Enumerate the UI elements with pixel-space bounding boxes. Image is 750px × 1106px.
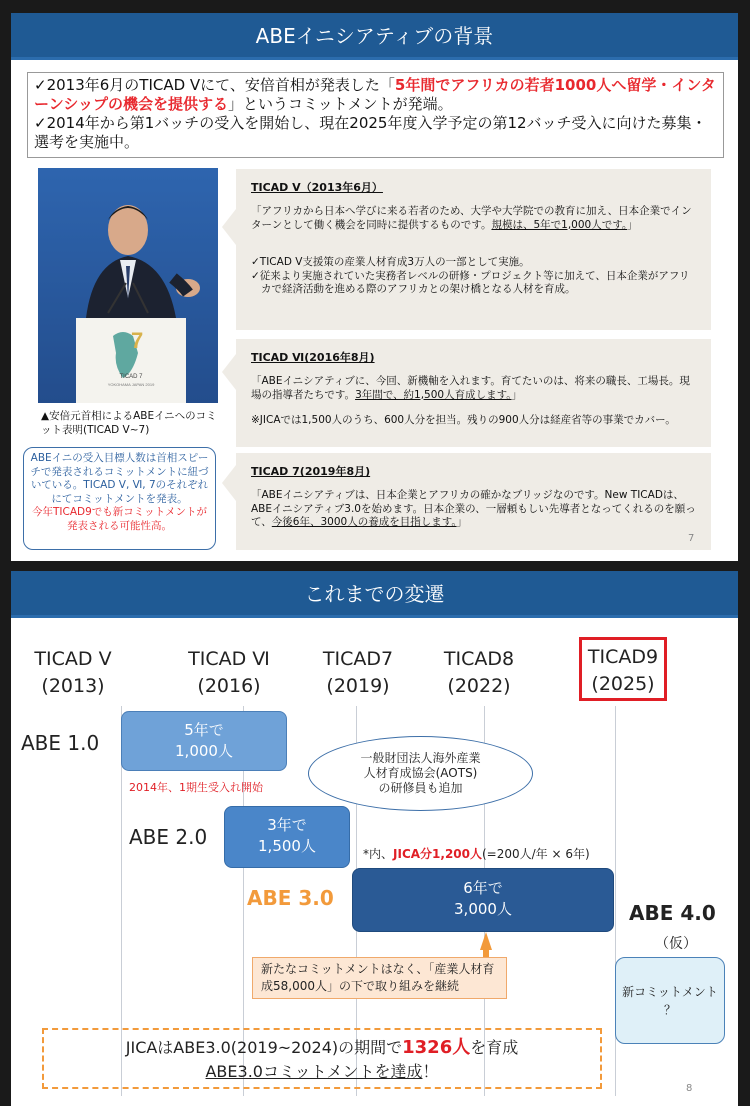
abe4-label: ABE 4.0 — [629, 901, 716, 925]
intro-text: 」というコミットメントが発端。 — [228, 95, 453, 113]
jica-note-suffix: (=200人/年 × 6年) — [482, 847, 590, 861]
ticad-year: (2013) — [41, 675, 105, 697]
slide-title-bar — [11, 13, 738, 60]
quote-text — [251, 489, 696, 530]
quote-heading: TICAD 7(2019年8月) — [251, 465, 371, 478]
target-note-highlight: 今年TICAD9でも新コミットメントが発表される可能性高。 — [32, 506, 207, 532]
podium-logo-text: TICAD 7 — [119, 374, 143, 380]
quote-bullet: ※JICAでは1,500人のうち、600人分を担当。残りの900人分は経産省等の事業でカバー。 — [251, 414, 676, 426]
intro-line-1 — [34, 76, 717, 114]
new-commit-line: 新コミットメント — [622, 985, 718, 999]
target-note-text: ABEイニの受入目標人数は首相スピーチで発表されるコミットメントに紐づいている。TICAD Ⅴ, Ⅵ, 7のそれぞれにてコミットメントを発表。 — [30, 452, 209, 505]
box-line: 5年で — [184, 721, 224, 739]
quote-underline: 3年間で、約1,500人育成します。 — [355, 388, 512, 401]
box-line: 6年で — [463, 879, 503, 897]
achievement-text: を育成 — [470, 1038, 519, 1057]
slide-title-bar — [11, 571, 738, 618]
achievement-count: 1326人 — [402, 1037, 471, 1058]
speech-photo — [38, 168, 218, 403]
jica-note-highlight: JICA分1,200人 — [393, 847, 482, 861]
photo-caption: ▲安倍元首相によるABEイニへのコミット表明(TICAD Ⅴ~7) — [41, 410, 217, 436]
achievement-box — [42, 1028, 602, 1089]
speaker-photo-illustration — [38, 168, 218, 403]
intro-highlight: 5年間でアフリカの若者1000人へ留学・インターンシップの機会を提供する — [34, 76, 716, 113]
quote-end: 」 — [627, 218, 638, 231]
abe4-sublabel: （仮） — [655, 936, 697, 952]
ticad-year: (2016) — [197, 675, 261, 697]
abe2-label: ABE 2.0 — [129, 825, 208, 849]
ticad-year: (2022) — [447, 675, 511, 697]
intro-box — [27, 72, 724, 158]
abe1-label: ABE 1.0 — [21, 731, 100, 755]
quote-box-ticad5 — [236, 169, 711, 330]
quote-bullet: ✓TICAD Ⅴ支援策の産業人材育成3万人の一部として実施。 — [251, 256, 530, 268]
quote-text — [251, 205, 696, 232]
jica-note-prefix: *内、 — [363, 847, 394, 861]
ticad8-label — [429, 646, 529, 700]
continuation-note: 新たなコミットメントはなく、「産業人材育成58,000人」の下で取り組みを継続 — [252, 957, 507, 999]
achievement-line-1 — [44, 1036, 600, 1060]
slide-title: ABEイニシアティブの背景 — [255, 24, 494, 48]
ticad9-label — [579, 637, 667, 701]
podium-logo-subtext: YOKOHAMA JAPAN 2019 — [107, 382, 155, 387]
ticad-year: (2025) — [591, 673, 655, 695]
ticad7-label — [308, 646, 408, 700]
page-number: 7 — [688, 533, 695, 544]
ticad-name: TICAD8 — [443, 648, 515, 670]
quote-text — [251, 375, 696, 402]
slide-background — [11, 13, 738, 561]
ticad-name: TICAD7 — [322, 648, 394, 670]
abe2-box — [224, 806, 350, 868]
ticad5-label — [23, 646, 123, 700]
quote-box-ticad7 — [236, 453, 711, 550]
intro-line-2: ✓2014年から第1バッチの受入を開始し、現在2025年度入学予定の第12バッチ受入に向けた募集・選考を実施中。 — [34, 114, 707, 151]
slide-title: これまでの変遷 — [304, 582, 445, 606]
quote-underline: 規模は、5年で1,000人です。 — [491, 218, 628, 231]
arrow-stem — [483, 947, 489, 957]
callout-line: 一般財団法人海外産業 — [360, 751, 481, 765]
box-line: 1,500人 — [258, 837, 316, 855]
achievement-text: JICAはABE3.0(2019~2024)の期間で — [125, 1038, 403, 1057]
quote-body: 「アフリカから日本へ学びに来る若者のため、大学や大学院での教育に加え、日本企業でインターンとして働く機会を同時に提供するものです。 — [251, 205, 692, 231]
quote-end: 」 — [456, 516, 468, 528]
abe1-start-note: 2014年、1期生受入れ開始 — [129, 781, 263, 794]
callout-line: 人材育成協会(AOTS) — [363, 766, 478, 780]
box-line: 3,000人 — [454, 900, 512, 918]
abe1-box — [121, 711, 287, 771]
svg-text:7: 7 — [131, 328, 144, 353]
quote-box-ticad6 — [236, 339, 711, 447]
ticad-name: TICAD9 — [587, 646, 659, 668]
page-number: 8 — [686, 1083, 693, 1094]
jica-note — [363, 845, 590, 862]
ticad-name: TICAD Ⅵ — [188, 648, 270, 670]
quote-heading: TICAD Ⅴ（2013年6月） — [251, 181, 383, 194]
title-underline — [11, 615, 738, 618]
abe3-box — [352, 868, 614, 932]
achievement-end: ！ — [422, 1062, 439, 1081]
quote-underline: 今後6年、3000人の養成を目指します。 — [271, 516, 457, 528]
slide-background — [11, 571, 738, 1106]
abe3-label: ABE 3.0 — [247, 886, 334, 910]
aots-callout — [308, 736, 533, 811]
ticad-name: TICAD Ⅴ — [34, 648, 112, 670]
new-commitment-box — [615, 957, 725, 1044]
quote-bullet: ✓従来より実施されていた実務者レベルの研修・プロジェクト等に加えて、日本企業がアフリカで経済活動を進める際のアフリカとの架け橋となる人材を育成。 — [251, 269, 690, 295]
quote-end: 」 — [511, 388, 523, 401]
quote-heading: TICAD Ⅵ(2016年8月) — [251, 351, 375, 364]
target-note-box — [23, 447, 216, 550]
quote-body: 「ABEイニシアティブに、今回、新機軸を入れます。育てたいのは、将来の職長、工場長。現場の指導者たちです。 — [251, 375, 690, 401]
box-line: 3年で — [267, 816, 307, 834]
ticad-year: (2019) — [326, 675, 390, 697]
quote-body: 「ABEイニシアティブは、日本企業とアフリカの確かなブリッジなのです。New TICADは、ABEイニシアティブ3.0を始めます。日本企業の、一層頼もしい先導者となってくれるのを願って、 — [251, 489, 696, 528]
new-commit-line: ？ — [663, 1003, 676, 1017]
ticad6-label — [179, 646, 279, 700]
box-line: 1,000人 — [175, 742, 233, 760]
title-underline — [11, 57, 738, 60]
intro-text: ✓2013年6月のTICAD Ⅴにて、安倍首相が発表した「 — [34, 76, 395, 94]
achievement-underline: ABE3.0コミットメントを達成 — [205, 1062, 423, 1081]
callout-line: の研修員も追加 — [378, 781, 463, 795]
achievement-line-2 — [44, 1060, 600, 1084]
